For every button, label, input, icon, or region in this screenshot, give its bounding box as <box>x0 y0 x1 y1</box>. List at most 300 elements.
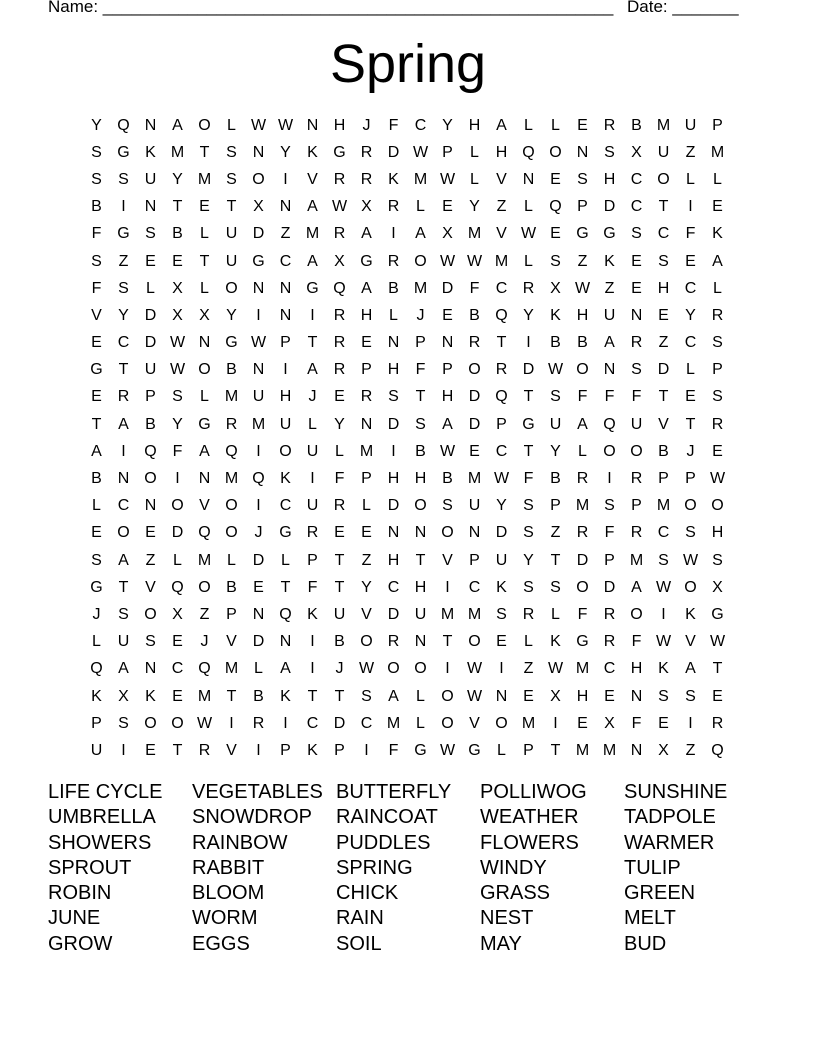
grid-letter: M <box>575 497 590 515</box>
grid-letter: E <box>712 198 723 216</box>
grid-letter: R <box>495 361 508 379</box>
grid-letter: P <box>523 741 534 759</box>
grid-row <box>83 221 731 248</box>
grid-letter: E <box>685 388 696 406</box>
grid-letter: T <box>658 198 669 216</box>
grid-letter: R <box>630 470 643 488</box>
grid-letter: B <box>253 687 264 705</box>
word-column <box>480 780 624 957</box>
grid-letter: U <box>630 415 643 433</box>
grid-letter: U <box>225 252 238 270</box>
grid-letter: Z <box>199 605 210 623</box>
word-item: WEATHER <box>480 806 579 829</box>
grid-letter: W <box>655 633 672 651</box>
grid-letter: T <box>523 442 534 460</box>
grid-letter: T <box>172 741 183 759</box>
grid-letter: T <box>550 741 561 759</box>
grid-letter: D <box>468 415 481 433</box>
grid-letter: E <box>361 524 372 542</box>
grid-letter: M <box>251 415 266 433</box>
grid-letter: S <box>91 252 102 270</box>
grid-letter: E <box>145 524 156 542</box>
grid-letter: F <box>91 225 102 243</box>
grid-row <box>83 520 731 547</box>
grid-letter: C <box>306 714 319 732</box>
grid-letter: E <box>685 252 696 270</box>
grid-letter: Z <box>496 198 507 216</box>
grid-letter: D <box>603 198 616 216</box>
grid-letter: B <box>388 279 399 297</box>
word-item: SOIL <box>336 932 382 955</box>
grid-letter: K <box>91 687 102 705</box>
grid-letter: S <box>550 388 561 406</box>
grid-letter: D <box>657 361 670 379</box>
grid-letter: Q <box>603 415 616 433</box>
grid-letter: L <box>578 442 587 460</box>
grid-letter: M <box>575 660 590 678</box>
grid-letter: R <box>333 497 346 515</box>
grid-letter: M <box>467 225 482 243</box>
grid-letter: S <box>658 551 669 569</box>
grid-letter: P <box>631 497 642 515</box>
grid-letter: X <box>118 687 129 705</box>
grid-row <box>83 710 731 737</box>
grid-letter: S <box>145 633 156 651</box>
grid-letter: B <box>334 633 345 651</box>
grid-letter: H <box>468 116 481 134</box>
grid-letter: X <box>604 714 615 732</box>
grid-letter: N <box>630 306 643 324</box>
grid-letter: N <box>252 279 265 297</box>
grid-letter: K <box>496 578 507 596</box>
grid-letter: N <box>603 361 616 379</box>
word-item: LIFE CYCLE <box>48 781 163 803</box>
grid-letter: E <box>442 306 453 324</box>
grid-letter: L <box>524 198 533 216</box>
grid-letter: J <box>308 388 317 406</box>
grid-letter: I <box>283 361 288 379</box>
grid-letter: D <box>387 143 400 161</box>
grid-letter: M <box>386 714 401 732</box>
grid-letter: T <box>307 334 318 352</box>
grid-letter: U <box>684 116 697 134</box>
grid-letter: V <box>145 578 156 596</box>
grid-letter: R <box>711 306 724 324</box>
grid-letter: O <box>144 605 157 623</box>
grid-letter: S <box>118 170 129 188</box>
grid-letter: Q <box>90 660 103 678</box>
grid-letter: R <box>252 714 265 732</box>
grid-letter: R <box>360 143 373 161</box>
grid-letter: C <box>657 225 670 243</box>
grid-letter: Z <box>577 252 588 270</box>
grid-letter: U <box>90 741 103 759</box>
grid-letter: K <box>388 170 399 188</box>
grid-letter: H <box>360 306 373 324</box>
grid-letter: U <box>306 497 319 515</box>
grid-letter: P <box>280 741 291 759</box>
grid-letter: F <box>631 633 642 651</box>
grid-letter: A <box>280 660 291 678</box>
grid-letter: I <box>553 714 558 732</box>
word-item: BLOOM <box>192 882 265 905</box>
grid-letter: S <box>388 388 399 406</box>
grid-letter: R <box>387 252 400 270</box>
grid-letter: D <box>387 415 400 433</box>
grid-letter: A <box>577 415 588 433</box>
grid-letter: K <box>145 687 156 705</box>
grid-letter: S <box>550 578 561 596</box>
grid-letter: L <box>389 306 398 324</box>
grid-letter: S <box>118 714 129 732</box>
word-item: WORM <box>192 907 258 930</box>
word-item: TULIP <box>624 856 681 879</box>
grid-letter: U <box>144 361 157 379</box>
grid-letter: L <box>308 415 317 433</box>
grid-letter: M <box>602 741 617 759</box>
grid-row <box>83 357 731 384</box>
grid-letter: M <box>656 497 671 515</box>
grid-letter: D <box>441 279 454 297</box>
grid-letter: O <box>414 660 427 678</box>
grid-letter: M <box>467 605 482 623</box>
grid-letter: W <box>412 143 429 161</box>
grid-letter: X <box>550 687 561 705</box>
grid-letter: X <box>199 306 210 324</box>
grid-letter: X <box>361 198 372 216</box>
grid-letter: P <box>442 143 453 161</box>
grid-letter: F <box>388 741 399 759</box>
grid-row <box>83 302 731 329</box>
grid-letter: W <box>466 252 483 270</box>
grid-letter: J <box>335 660 344 678</box>
grid-row <box>83 194 731 221</box>
grid-letter: A <box>442 415 453 433</box>
grid-letter: T <box>226 198 237 216</box>
grid-letter: B <box>550 470 561 488</box>
grid-letter: B <box>631 116 642 134</box>
grid-letter: M <box>224 388 239 406</box>
grid-letter: K <box>280 687 291 705</box>
grid-letter: U <box>414 605 427 623</box>
grid-letter: Z <box>658 334 669 352</box>
grid-letter: L <box>335 442 344 460</box>
grid-letter: E <box>658 306 669 324</box>
grid-letter: I <box>283 714 288 732</box>
grid-letter: Q <box>333 279 346 297</box>
grid-letter: M <box>305 225 320 243</box>
grid-letter: E <box>361 334 372 352</box>
grid-letter: X <box>712 578 723 596</box>
grid-letter: G <box>90 361 103 379</box>
grid-letter: A <box>199 442 210 460</box>
grid-letter: P <box>604 551 615 569</box>
grid-letter: N <box>495 687 508 705</box>
grid-letter: M <box>656 116 671 134</box>
grid-letter: C <box>657 524 670 542</box>
grid-letter: Z <box>361 551 372 569</box>
grid-letter: D <box>576 551 589 569</box>
grid-letter: Q <box>549 198 562 216</box>
grid-letter: D <box>144 334 157 352</box>
grid-letter: D <box>171 524 184 542</box>
grid-letter: J <box>362 116 371 134</box>
grid-letter: C <box>495 279 508 297</box>
grid-letter: L <box>200 388 209 406</box>
grid-letter: M <box>494 252 509 270</box>
grid-letter: C <box>360 714 373 732</box>
grid-letter: O <box>198 578 211 596</box>
grid-letter: B <box>550 334 561 352</box>
grid-letter: A <box>712 252 723 270</box>
grid-letter: B <box>91 198 102 216</box>
grid-letter: G <box>576 225 589 243</box>
grid-letter: B <box>172 225 183 243</box>
grid-letter: L <box>254 660 263 678</box>
grid-letter: R <box>711 714 724 732</box>
grid-letter: X <box>550 279 561 297</box>
grid-letter: F <box>631 714 642 732</box>
grid-letter: I <box>688 714 693 732</box>
grid-letter: U <box>657 143 670 161</box>
grid-letter: O <box>549 143 562 161</box>
grid-letter: N <box>360 415 373 433</box>
grid-letter: Y <box>361 578 372 596</box>
grid-letter: G <box>117 143 130 161</box>
grid-letter: J <box>200 633 209 651</box>
grid-letter: M <box>359 442 374 460</box>
grid-letter: W <box>439 442 456 460</box>
grid-letter: R <box>333 170 346 188</box>
grid-letter: T <box>199 143 210 161</box>
grid-letter: V <box>496 170 507 188</box>
grid-letter: S <box>145 225 156 243</box>
grid-letter: G <box>90 578 103 596</box>
grid-letter: P <box>361 470 372 488</box>
grid-letter: C <box>684 334 697 352</box>
grid-letter: N <box>387 524 400 542</box>
word-item: RABBIT <box>192 856 265 879</box>
grid-letter: O <box>225 524 238 542</box>
grid-letter: W <box>466 660 483 678</box>
grid-letter: K <box>712 225 723 243</box>
grid-letter: O <box>657 170 670 188</box>
grid-letter: A <box>91 442 102 460</box>
grid-letter: L <box>146 279 155 297</box>
grid-letter: F <box>91 279 102 297</box>
grid-letter: D <box>252 633 265 651</box>
grid-letter: O <box>684 497 697 515</box>
grid-letter: I <box>445 578 450 596</box>
grid-letter: L <box>551 605 560 623</box>
grid-letter: I <box>526 334 531 352</box>
grid-letter: Q <box>279 605 292 623</box>
word-item: GREEN <box>624 882 696 905</box>
grid-letter: N <box>279 306 292 324</box>
grid-letter: A <box>172 116 183 134</box>
grid-letter: H <box>576 306 589 324</box>
grid-letter: Z <box>118 252 129 270</box>
grid-letter: P <box>91 714 102 732</box>
grid-letter: E <box>334 524 345 542</box>
word-item: TADPOLE <box>624 806 716 829</box>
grid-letter: P <box>307 551 318 569</box>
grid-letter: N <box>414 524 427 542</box>
grid-letter: Q <box>711 741 724 759</box>
grid-letter: S <box>91 551 102 569</box>
grid-letter: A <box>604 334 615 352</box>
grid-letter: G <box>360 252 373 270</box>
grid-letter: V <box>307 170 318 188</box>
grid-letter: I <box>310 306 315 324</box>
grid-letter: P <box>685 470 696 488</box>
grid-letter: L <box>227 116 236 134</box>
grid-letter: N <box>279 279 292 297</box>
word-item: GROW <box>48 932 113 955</box>
grid-letter: T <box>415 551 426 569</box>
grid-letter: D <box>495 524 508 542</box>
grid-letter: O <box>414 252 427 270</box>
grid-letter: N <box>414 633 427 651</box>
grid-letter: K <box>280 470 291 488</box>
grid-letter: N <box>387 334 400 352</box>
grid-letter: C <box>414 116 427 134</box>
grid-letter: R <box>468 334 481 352</box>
grid-letter: W <box>709 633 726 651</box>
grid-letter: Y <box>172 415 183 433</box>
grid-letter: R <box>522 279 535 297</box>
grid-letter: X <box>442 225 453 243</box>
grid-letter: A <box>685 660 696 678</box>
letter-grid <box>83 112 731 765</box>
grid-letter: H <box>333 116 346 134</box>
grid-letter: W <box>493 470 510 488</box>
word-column <box>624 780 768 957</box>
word-item: NEST <box>480 907 534 930</box>
grid-row <box>83 112 731 139</box>
grid-letter: V <box>496 225 507 243</box>
grid-letter: T <box>118 578 129 596</box>
grid-letter: L <box>416 714 425 732</box>
grid-letter: T <box>523 388 534 406</box>
grid-letter: L <box>362 497 371 515</box>
grid-letter: O <box>171 497 184 515</box>
grid-letter: O <box>279 442 292 460</box>
grid-letter: J <box>254 524 263 542</box>
grid-letter: E <box>631 279 642 297</box>
grid-letter: I <box>499 660 504 678</box>
grid-letter: T <box>334 578 345 596</box>
word-item: GRASS <box>480 882 551 905</box>
grid-row <box>83 384 731 411</box>
grid-letter: U <box>333 605 346 623</box>
grid-letter: E <box>253 578 264 596</box>
grid-letter: H <box>414 470 427 488</box>
grid-letter: P <box>361 361 372 379</box>
grid-letter: P <box>712 361 723 379</box>
grid-letter: R <box>360 170 373 188</box>
grid-letter: N <box>144 116 157 134</box>
grid-letter: S <box>685 524 696 542</box>
grid-letter: Q <box>171 578 184 596</box>
grid-letter: Y <box>442 116 453 134</box>
grid-letter: Y <box>91 116 102 134</box>
grid-letter: O <box>441 524 454 542</box>
grid-letter: I <box>256 306 261 324</box>
grid-letter: Q <box>144 442 157 460</box>
grid-letter: O <box>468 633 481 651</box>
grid-letter: I <box>661 605 666 623</box>
word-item: SHOWERS <box>48 831 152 854</box>
grid-letter: V <box>226 741 237 759</box>
grid-letter: K <box>307 741 318 759</box>
grid-letter: U <box>468 497 481 515</box>
grid-letter: O <box>603 442 616 460</box>
grid-letter: K <box>550 306 561 324</box>
grid-letter: E <box>469 442 480 460</box>
grid-row <box>83 629 731 656</box>
grid-letter: P <box>226 605 237 623</box>
grid-letter: E <box>577 116 588 134</box>
grid-letter: C <box>495 442 508 460</box>
grid-letter: C <box>117 497 130 515</box>
grid-row <box>83 493 731 520</box>
grid-letter: T <box>307 687 318 705</box>
grid-row <box>83 411 731 438</box>
grid-row <box>83 248 731 275</box>
word-item: MAY <box>480 932 522 955</box>
grid-letter: F <box>604 524 615 542</box>
grid-letter: M <box>224 470 239 488</box>
grid-letter: Y <box>496 497 507 515</box>
grid-row <box>83 547 731 574</box>
grid-letter: R <box>198 741 211 759</box>
grid-letter: S <box>712 334 723 352</box>
grid-letter: T <box>172 198 183 216</box>
grid-letter: S <box>172 388 183 406</box>
grid-letter: S <box>631 225 642 243</box>
grid-letter: Q <box>495 388 508 406</box>
grid-letter: R <box>360 388 373 406</box>
grid-letter: E <box>334 388 345 406</box>
grid-letter: T <box>334 551 345 569</box>
grid-letter: T <box>550 551 561 569</box>
grid-letter: R <box>387 198 400 216</box>
grid-letter: H <box>387 470 400 488</box>
page-title: Spring <box>329 34 487 94</box>
grid-letter: W <box>439 252 456 270</box>
grid-letter: F <box>388 116 399 134</box>
grid-letter: U <box>252 388 265 406</box>
grid-letter: L <box>200 279 209 297</box>
grid-letter: O <box>684 578 697 596</box>
grid-letter: F <box>415 361 426 379</box>
grid-row <box>83 438 731 465</box>
grid-letter: G <box>306 279 319 297</box>
grid-letter: W <box>250 334 267 352</box>
grid-letter: N <box>252 361 265 379</box>
grid-letter: L <box>92 633 101 651</box>
grid-letter: A <box>118 660 129 678</box>
word-item: MELT <box>624 907 676 930</box>
grid-letter: Q <box>495 306 508 324</box>
grid-letter: W <box>277 116 294 134</box>
grid-letter: G <box>117 225 130 243</box>
grid-letter: S <box>658 252 669 270</box>
grid-letter: W <box>196 714 213 732</box>
grid-letter: X <box>172 306 183 324</box>
grid-letter: B <box>226 578 237 596</box>
